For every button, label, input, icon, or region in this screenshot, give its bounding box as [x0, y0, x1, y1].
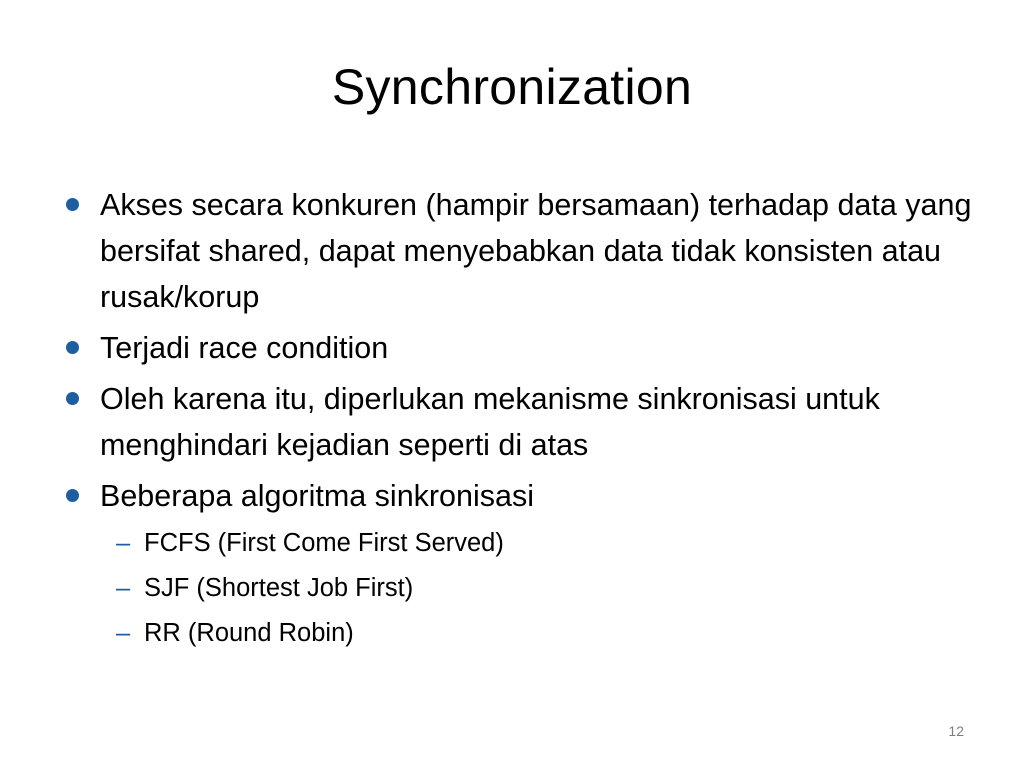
dash-icon: – — [116, 529, 131, 557]
bullet-item — [62, 473, 972, 656]
bullet-dot-icon — [66, 341, 79, 354]
page-number: 12 — [948, 723, 964, 739]
bullet-item — [62, 182, 972, 320]
bullet-dot-icon — [66, 198, 79, 211]
bullet-item — [62, 376, 972, 468]
sub-bullet-text: RR (Round Robin) — [144, 619, 354, 647]
sub-bullet-item — [100, 611, 972, 656]
sub-bullet-item — [100, 521, 972, 566]
sub-bullet-list — [100, 521, 972, 656]
bullet-text: Terjadi race condition — [100, 331, 389, 365]
bullet-dot-icon — [66, 392, 79, 405]
dash-icon: – — [116, 619, 131, 647]
bullet-dot-icon — [66, 489, 79, 502]
bullet-text: Akses secara konkuren (hampir bersamaan) terhadap data yang bersifat shared, dapat menyebabkan data tidak konsisten atau rusak/korup — [100, 188, 972, 314]
bullet-item — [62, 325, 972, 371]
sub-bullet-item — [100, 566, 972, 611]
dash-icon: – — [116, 574, 131, 602]
sub-bullet-text: FCFS (First Come First Served) — [144, 529, 504, 557]
slide-title: Synchronization — [331, 59, 693, 115]
bullet-text: Beberapa algoritma sinkronisasi — [100, 479, 534, 513]
bullet-list — [62, 182, 972, 661]
sub-bullet-text: SJF (Shortest Job First) — [144, 574, 414, 602]
bullet-text: Oleh karena itu, diperlukan mekanisme sinkronisasi untuk menghindari kejadian seperti di atas — [100, 382, 880, 462]
